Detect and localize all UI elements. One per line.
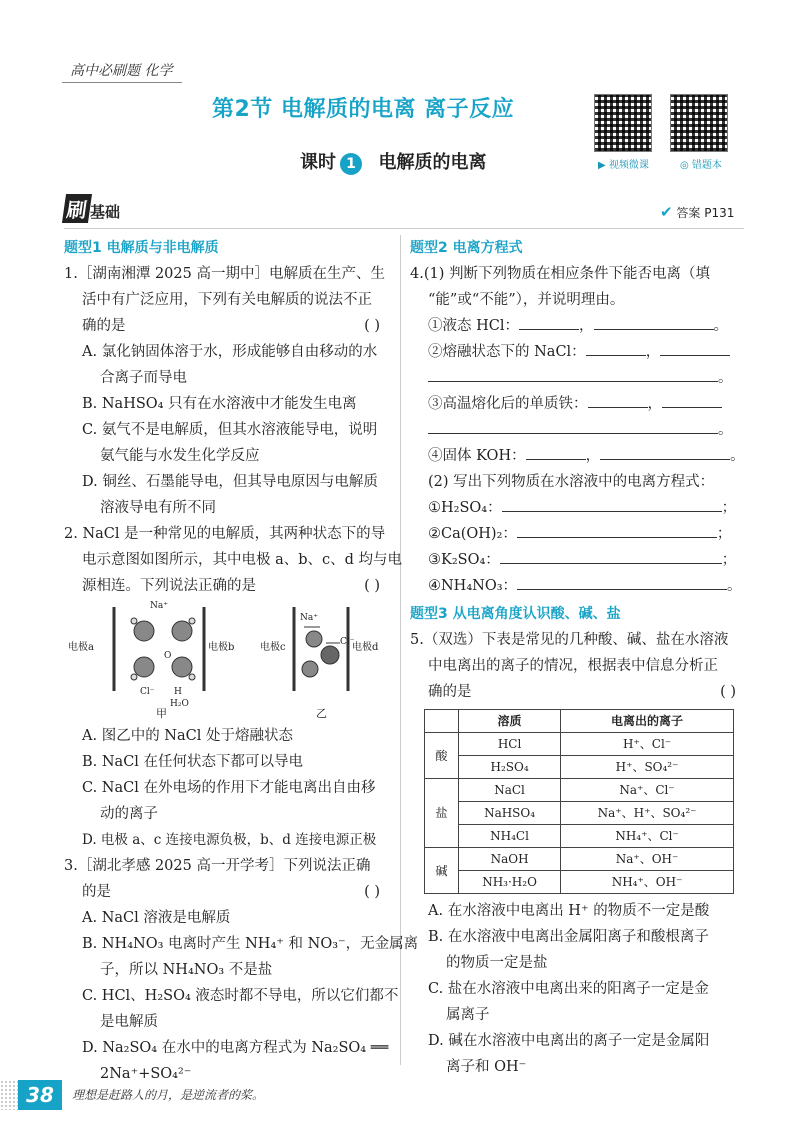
option-a: A. 氯化钠固体溶于水，形成能够自由移动的水 bbox=[82, 344, 378, 360]
right-column: 题型2 电离方程式 4.(1) 判断下列物质在相应条件下能否电离（填 “能”或“不能”），并说明理由。 ①液态 HCl： ， 。 ②熔融状态下的 NaCl： ， 。 ③高温熔化后的单质铁： ， 。 ④固体 KOH： ， 。 (2) 写出下列物质在水溶液中的电离方程式： ①H₂SO₄： ； ②Ca(OH)₂： ； ③K₂SO₄： ； ④NH₄NO₃： 。 题型3 从电离角度认识酸、碱、盐 5.（双选）下表是常见的几种酸、碱、盐在水溶液 中电离出的离子的情况，根据表中信息分析正 确的是 ( ) 溶质 电离出的离子 酸 HCl H⁺、Cl⁻ H₂SO₄ H⁺、SO₄²⁻ 盐 NaCl Na⁺、Cl⁻ NaHSO₄ Na⁺、H⁺、SO₄²⁻ NH₄Cl NH₄⁺、Cl⁻ 碱 NaOH Na⁺、OH⁻ NH₃·H₂O NH₄⁺、OH⁻ A. 在水溶液中电离出 H⁺ 的物质不一定是酸 B. 在水溶液中电离出金属阳离子和酸根离子 的物质一定是盐 C. 盐在水溶液中电离出来的阳离子一定是金 属离子 D. 碱在水溶液中电离出的离子一定是金属阳 离子和 OH⁻ bbox=[410, 235, 750, 1080]
table-row: 盐 NaCl Na⁺、Cl⁻ bbox=[425, 779, 734, 802]
divider bbox=[64, 228, 744, 229]
fig-label-electrode-d: 电极d bbox=[352, 642, 379, 653]
option-c: C. NaCl 在外电场的作用下才能电离出自由移 bbox=[82, 780, 376, 796]
figure-svg bbox=[64, 599, 394, 723]
q4-eq-4: ④NH₄NO₃： 。 bbox=[428, 578, 742, 594]
q4-item-1: ①液态 HCl： ， 。 bbox=[428, 318, 728, 334]
qr-wrong[interactable] bbox=[670, 94, 728, 152]
left-column: 题型1 电解质与非电解质 1.［湖南湘潭 2025 高一期中］电解质在生产、生 活中有广泛应用，下列有关电解质的说法不正 确的是 ( ) A. 氯化钠固体溶于水，形成能够自由移动的水 合离子而导电 B. NaHSO₄ 只有在水溶液中才能发生电离 C. 氨气不是电解质，但其水溶液能导电，说明 氨气能与水发生化学反应 D. 铜丝、石墨能导电，但其导电原因与电解质 溶液导电有所不同 2. NaCl 是一种常见的电解质，其两种状态下的导 电示意图如图所示，其中电极 a、b、c、d 均与电 源相连。下列说法正确的是 ( ) 电极a 电极b 电极c 电极d Na⁺ Cl⁻ H O H₂O Na⁺ Cl⁻ 甲 乙 A. 图乙中的 NaCl 处于熔融状态 B. NaCl 在任何状态下都可以导电 C. NaCl 在外电场的作用下才能电离出自由移 动的离子 D. 电极 a、c 连接电源负极，b、d 连接电源正极 3.［湖北孝感 2025 高一开学考］下列说法正确 的是 ( ) A. NaCl 溶液是电解质 B. NH₄NO₃ 电离时产生 NH₄⁺ 和 NO₃⁻，无金属离 子，所以 NH₄NO₃ 不是盐 C. HCl、H₂SO₄ 液态时都不导电，所以它们都不 是电解质 D. Na₂SO₄ 在水中的电离方程式为 Na₂SO₄ ══ 2Na⁺+SO₄²⁻ bbox=[64, 235, 394, 1087]
q4-item-3: ③高温熔化后的单质铁： ， bbox=[410, 391, 750, 417]
option-d: D. 铜丝、石墨能导电，但其导电原因与电解质 bbox=[82, 474, 378, 490]
option-a: A. 在水溶液中电离出 H⁺ 的物质不一定是酸 bbox=[428, 903, 710, 919]
category-acid: 酸 bbox=[425, 733, 459, 779]
answer-paren: ( ) bbox=[364, 578, 380, 594]
table-row: 酸 HCl H⁺、Cl⁻ bbox=[425, 733, 734, 756]
conductivity-figure bbox=[64, 599, 394, 723]
fig-label-electrode-a: 电极a bbox=[68, 642, 94, 653]
table-header bbox=[425, 710, 734, 733]
table-row: H₂SO₄ H⁺、SO₄²⁻ bbox=[425, 756, 734, 779]
answer-ref: ✔ 答案 P131 bbox=[660, 203, 735, 221]
qr-video[interactable] bbox=[594, 94, 652, 152]
section-heading: 题型2 电离方程式 bbox=[410, 240, 523, 256]
option-c: C. 盐在水溶液中电离出来的阳离子一定是金 bbox=[428, 981, 709, 997]
option-c: C. 氨气不是电解质，但其水溶液能导电，说明 bbox=[82, 422, 378, 438]
footer-motto: 理想是赶路人的月，是逆流者的桨。 bbox=[72, 1088, 265, 1102]
fig-label-o: O bbox=[164, 651, 172, 661]
fig-label-electrode-c: 电极c bbox=[260, 642, 286, 653]
option-b: B. NaHSO₄ 只有在水溶液中才能发生电离 bbox=[82, 396, 357, 412]
col-ions: 电离出的离子 bbox=[561, 710, 734, 733]
table-row: NH₃·H₂O NH₄⁺、OH⁻ bbox=[425, 871, 734, 894]
answer-paren: ( ) bbox=[364, 318, 380, 334]
q4-item-3-cont: 。 bbox=[410, 417, 750, 443]
fig-label-na: Na⁺ bbox=[150, 601, 168, 611]
table-row: NaHSO₄ Na⁺、H⁺、SO₄²⁻ bbox=[425, 802, 734, 825]
book-title: 高中必刷题 化学 bbox=[70, 63, 173, 79]
option-b: B. NH₄NO₃ 电离时产生 NH₄⁺ 和 NO₃⁻，无金属离 bbox=[82, 936, 419, 952]
decorative-dots bbox=[0, 1080, 18, 1110]
category-salt: 盐 bbox=[425, 779, 459, 848]
fig-label-electrode-b: 电极b bbox=[208, 642, 235, 653]
fig-caption-yi: 乙 bbox=[316, 707, 327, 720]
fig-caption-jia: 甲 bbox=[156, 707, 167, 720]
fig-label-cl2: Cl⁻ bbox=[340, 637, 355, 647]
category-base: 碱 bbox=[425, 848, 459, 894]
section-title: 第2节 电解质的电离 离子反应 bbox=[212, 97, 515, 122]
option-a: A. NaCl 溶液是电解质 bbox=[82, 910, 231, 926]
table-row: NH₄Cl NH₄⁺、Cl⁻ bbox=[425, 825, 734, 848]
question-5: 5.（双选）下表是常见的几种酸、碱、盐在水溶液 bbox=[410, 632, 729, 648]
answer-paren: ( ) bbox=[364, 884, 380, 900]
option-d: D. 电极 a、c 连接电源负极，b、d 连接电源正极 bbox=[82, 832, 377, 848]
lesson-title: 课时 1 电解质的电离 bbox=[300, 152, 487, 173]
check-icon: ✔ bbox=[660, 203, 673, 221]
question-1: 1.［湖南湘潭 2025 高一期中］电解质在生产、生 bbox=[64, 266, 385, 282]
divider bbox=[62, 82, 182, 83]
answer-paren: ( ) bbox=[720, 684, 736, 700]
q4-item-4: ④固体 KOH： ， 。 bbox=[428, 448, 745, 464]
col-solute: 溶质 bbox=[459, 710, 561, 733]
q4-part-2: (2) 写出下列物质在水溶液中的电离方程式： bbox=[428, 474, 715, 490]
fig-label-h2o: H₂O bbox=[170, 699, 189, 709]
section-heading: 题型1 电解质与非电解质 bbox=[64, 240, 219, 256]
qr-code-icon bbox=[594, 94, 652, 152]
qr-video-label: ▶ 视频微课 bbox=[598, 160, 649, 171]
q4-eq-3: ③K₂SO₄： ； bbox=[428, 552, 737, 568]
option-d: D. 碱在水溶液中电离出的离子一定是金属阳 bbox=[428, 1033, 710, 1049]
question-2: 2. NaCl 是一种常见的电解质，其两种状态下的导 bbox=[64, 526, 386, 542]
qr-wrong-label: ◎ 错题本 bbox=[680, 160, 722, 171]
section-heading: 题型3 从电离角度认识酸、碱、盐 bbox=[410, 606, 621, 622]
option-c: C. HCl、H₂SO₄ 液态时都不导电，所以它们都不 bbox=[82, 988, 399, 1004]
option-d: D. Na₂SO₄ 在水中的电离方程式为 Na₂SO₄ ══ bbox=[82, 1040, 389, 1056]
ion-table bbox=[424, 709, 734, 894]
q4-item-2-cont: 。 bbox=[410, 365, 750, 391]
fig-label-h: H bbox=[174, 687, 182, 697]
q4-eq-1: ①H₂SO₄： ； bbox=[428, 500, 737, 516]
qr-code-icon bbox=[670, 94, 728, 152]
page-number: 38 bbox=[18, 1080, 62, 1110]
question-3: 3.［湖北孝感 2025 高一开学考］下列说法正确 bbox=[64, 858, 371, 874]
fig-label-cl: Cl⁻ bbox=[140, 687, 155, 697]
q4-eq-2: ②Ca(OH)₂： ； bbox=[428, 526, 732, 542]
option-b: B. NaCl 在任何状态下都可以导电 bbox=[82, 754, 304, 770]
question-4: 4.(1) 判断下列物质在相应条件下能否电离（填 bbox=[410, 266, 710, 282]
option-a: A. 图乙中的 NaCl 处于熔融状态 bbox=[82, 728, 293, 744]
option-b: B. 在水溶液中电离出金属阳离子和酸根离子 bbox=[428, 929, 709, 945]
shua-basic-badge: 刷 基础 bbox=[64, 194, 120, 223]
fig-label-na2: Na⁺ bbox=[300, 613, 318, 623]
table-row: 碱 NaOH Na⁺、OH⁻ bbox=[425, 848, 734, 871]
q4-item-2: ②熔融状态下的 NaCl： ， bbox=[410, 339, 750, 365]
